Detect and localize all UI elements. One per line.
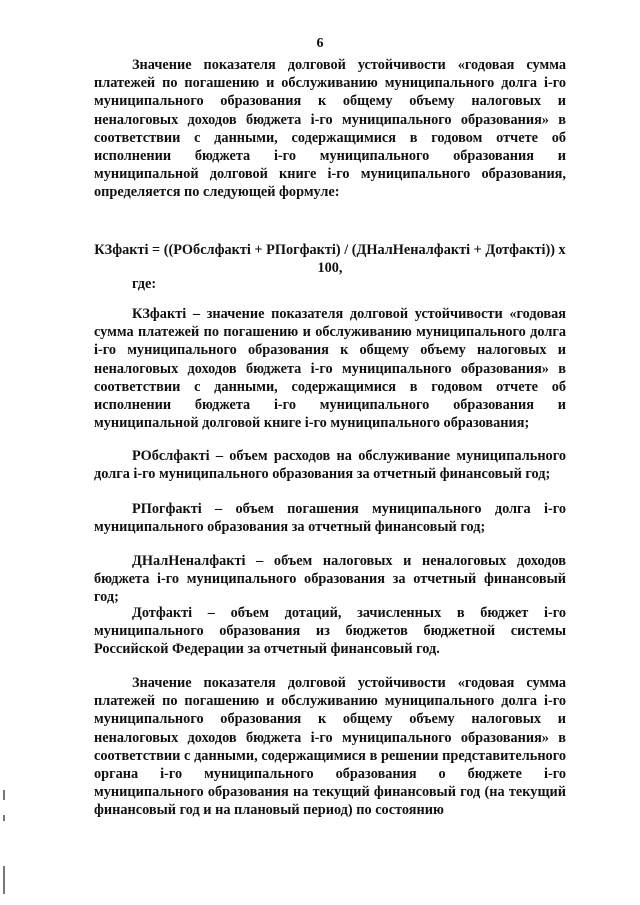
scan-edge-mark xyxy=(3,790,5,800)
page-number: 6 xyxy=(316,36,324,51)
where-label: где: xyxy=(132,276,157,292)
definition-dot: Дотфакті – объем дотаций, зачисленных в бюджет i-го муниципального образования из бюджетов бюджетной системы Российской Федерации за отчетный финансовый год. xyxy=(94,605,566,658)
paragraph-intro: Значение показателя долговой устойчивости «годовая сумма платежей по погашению и обслуживанию муниципального долга i-го муниципального образования к общему объему налоговых и неналоговых доходов бюджета i-го муниципального образования» в соответствии с данными, содержащимися в годовом отчете об исполнении бюджета i-го муниципального образования и муниципальной долговой книге i-го муниципального образования, определяется по следующей формуле: xyxy=(94,57,566,201)
definition-dnalneal: ДНалНеналфакті – объем налоговых и неналоговых доходов бюджета i-го муниципального образования за отчетный финансовый год; xyxy=(94,553,566,606)
definition-kz: КЗфакті – значение показателя долговой устойчивости «годовая сумма платежей по погашению и обслуживанию муниципального долга i-го муниципального образования к общему объему налоговых и неналоговых доходов бюджета i-го муниципального образования» в соответствии с данными, содержащимися в годовом отчете об исполнении бюджета i-го муниципального образования и муниципальной долговой книге i-го муниципального образования; xyxy=(94,306,566,432)
definition-robsl: РОбслфакті – объем расходов на обслуживание муниципального долга i-го муниципального образования за отчетный финансовый год; xyxy=(94,448,566,483)
definition-rpog: РПогфакті – объем погашения муниципального долга i-го муниципального образования за отчетный финансовый год; xyxy=(94,501,566,536)
paragraph-budget-decision: Значение показателя долговой устойчивости «годовая сумма платежей по погашению и обслуживанию муниципального долга i-го муниципального образования к общему объему налоговых и неналоговых доходов бюджета i-го муниципального образования» в соответствии с данными, содержащимися в решении представительного органа i-го муниципального образования о бюджете i-го муниципального образования на текущий финансовый год (на текущий финансовый год и на плановый период) по состоянию xyxy=(94,675,566,819)
formula: КЗфакті = ((РОбслфакті + РПогфакті) / (ДНалНеналфакті + Дотфакті)) x 100, xyxy=(94,242,566,276)
scan-edge-mark xyxy=(3,815,5,821)
scan-edge-mark xyxy=(3,866,5,894)
